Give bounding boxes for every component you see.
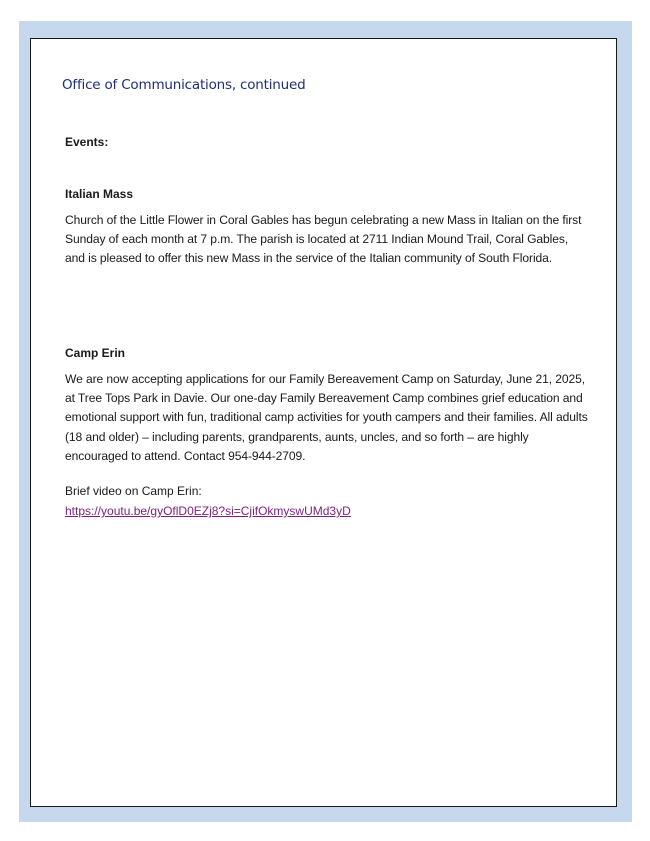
camp-erin-video-link[interactable]: https://youtu.be/gyOflD0EZj8?si=CjifOkmyswUMd3yD bbox=[65, 504, 351, 518]
events-label: Events: bbox=[65, 135, 109, 149]
page-frame bbox=[30, 38, 617, 807]
camp-erin-body: We are now accepting applications for our Family Bereavement Camp on Saturday, June 21, 2025, at Tree Tops Park in Davie. Our one-day Family Bereavement Camp combines grief education and emotional support with fun, traditional camp activities for youth campers and their families. All adults (18 and older) – including parents, grandparents, aunts, uncles, and so forth – are highly encouraged to attend. Contact 954-944-2709. bbox=[65, 372, 588, 463]
video-label: Brief video on Camp Erin: bbox=[65, 484, 202, 498]
section-title: Office of Communications, continued bbox=[62, 77, 306, 93]
italian-mass-heading: Italian Mass bbox=[65, 187, 134, 201]
camp-erin-heading: Camp Erin bbox=[65, 346, 126, 360]
italian-mass-body: Church of the Little Flower in Coral Gables has begun celebrating a new Mass in Italian on the first Sunday of each month at 7 p.m. The parish is located at 2711 Indian Mound Trail, Coral Gables, and is pleased to offer this new Mass in the service of the Italian community of South Florida. bbox=[65, 213, 582, 266]
